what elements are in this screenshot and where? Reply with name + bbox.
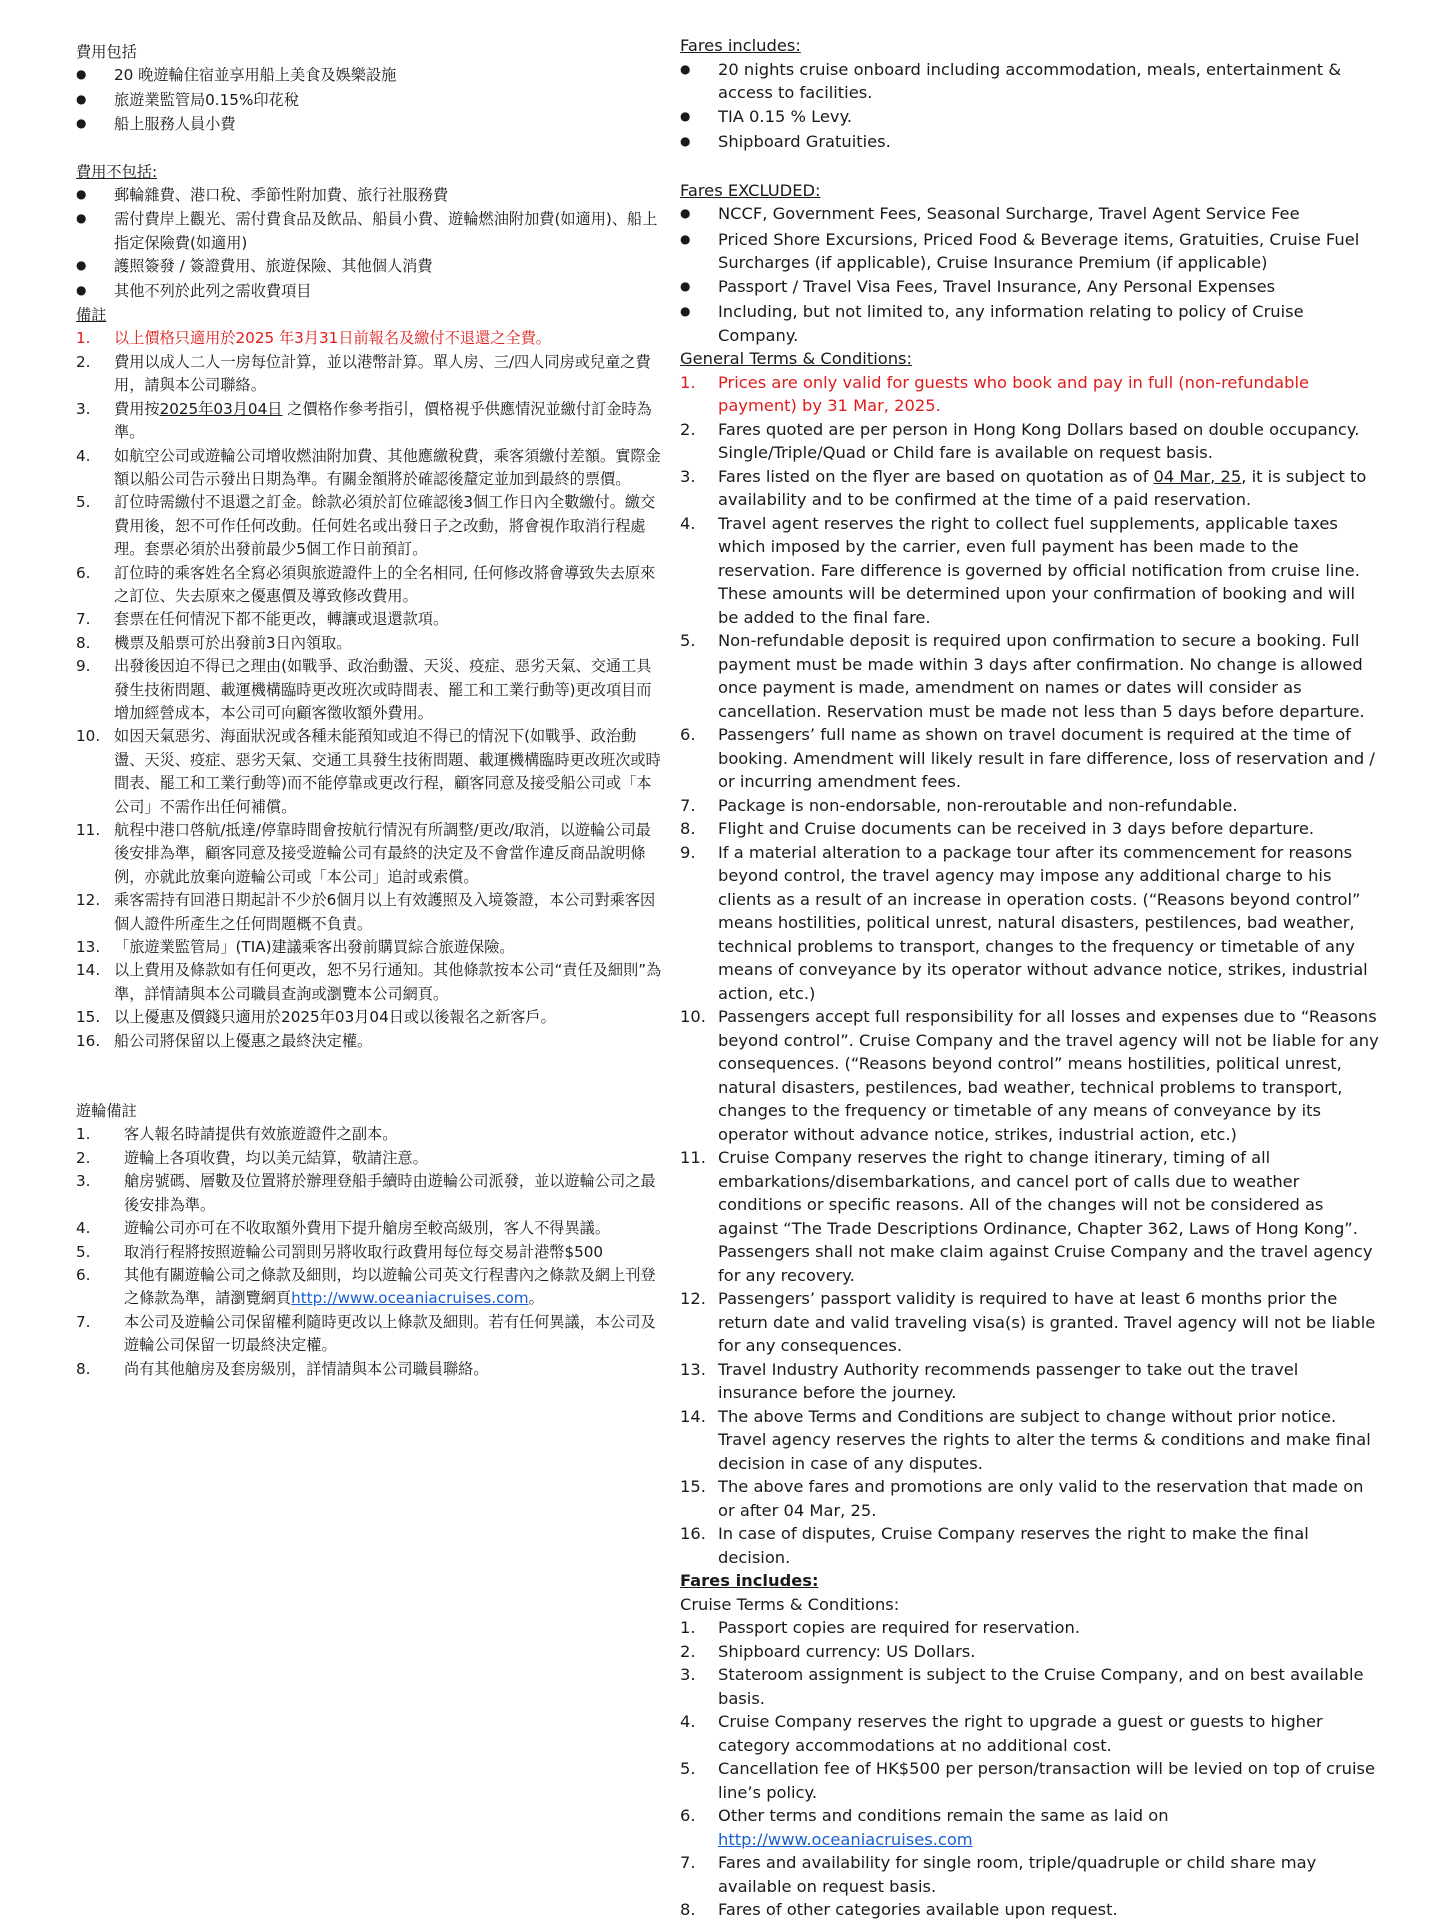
bullet-icon bbox=[76, 184, 114, 208]
bullet-icon bbox=[76, 255, 114, 279]
en-exclude-item: ● Passport / Travel Visa Fees, Travel Insurance, Any Personal Expenses bbox=[680, 275, 1380, 301]
en-include-item: ● TIA 0.15 % Levy. bbox=[680, 105, 1380, 131]
zh-note-item: 13. 「旅遊業監管局」(TIA)建議乘客出發前購買綜合旅遊保險。 bbox=[76, 938, 515, 957]
zh-notes-heading: 備註 bbox=[76, 306, 107, 325]
zh-note-item: 3. 費用按2025年03月04日 之價格作參考指引，價格視乎供應情況並繳付訂金時為準。 bbox=[76, 399, 652, 442]
en-term-item: 10. Passengers accept full responsibility for all losses and expenses due to “Reasons beyond control”. Cruise Company and the travel agency will not be liable for any consequences. (“Reasons beyond control” means hostilities, political unrest, natural disasters, pestilences, bad weather, technical problems to transport, changes to the frequency or timetable of any means of conveyance by its operator without advance notice, strikes, industrial action, etc.) bbox=[680, 1007, 1379, 1144]
zh-cruise-note-item: 5. 取消行程將按照遊輪公司罰則另將收取行政費用每位每交易計港幣$500 bbox=[76, 1242, 604, 1261]
en-cruise-term-item: 4. Cruise Company reserves the right to upgrade a guest or guests to higher category accommodations at no additional cost. bbox=[680, 1712, 1323, 1755]
zh-note-item: 2. 費用以成人二人一房每位計算，並以港幣計算。單人房、三/四人同房或兒童之費用，請與本公司聯絡。 bbox=[76, 352, 651, 395]
en-cruise-terms-heading: Cruise Terms & Conditions: bbox=[680, 1594, 900, 1614]
zh-note-item: 9. 出發後因迫不得已之理由(如戰爭、政治動盪、天災、疫症、惡劣天氣、交通工具發生技術問題、載運機構臨時更改班次或時間表、罷工和工業行動等)更改項目而增加經營成本，本公司可向顧客徵收額外費用。 bbox=[76, 657, 652, 722]
en-term-item: 13. Travel Industry Authority recommends passenger to take out the travel insurance before the journey. bbox=[680, 1359, 1299, 1402]
bullet-icon bbox=[680, 202, 718, 228]
zh-exclude-item: ● 護照簽發 / 簽證費用、旅遊保險、其他個人消費 bbox=[76, 255, 666, 279]
en-cruise-term-item: 5. Cancellation fee of HK$500 per person/transaction will be levied on top of cruise line’s policy. bbox=[680, 1759, 1375, 1802]
en-term-item: 7. Package is non-endorsable, non-reroutable and non-refundable. bbox=[680, 795, 1238, 815]
bullet-icon bbox=[76, 64, 114, 88]
en-include-item: ● Shipboard Gratuities. bbox=[680, 130, 1380, 156]
zh-cruise-note-item: 8. 尚有其他艙房及套房級別，詳情請與本公司職員聯絡。 bbox=[76, 1359, 489, 1378]
en-term-item: 8. Flight and Cruise documents can be received in 3 days before departure. bbox=[680, 819, 1315, 838]
zh-cruise-note-item: 2. 遊輪上各項收費，均以美元結算，敬請注意。 bbox=[76, 1148, 428, 1167]
bullet-icon bbox=[680, 58, 718, 84]
en-fares-exclude-heading: Fares EXCLUDED: bbox=[680, 180, 821, 200]
en-term-item: 14. The above Terms and Conditions are subject to change without prior notice. Travel agency reserves the rights to alter the terms & conditions and make final decision in case of any disputes. bbox=[680, 1406, 1371, 1473]
zh-include-item: ● 20 晚遊輪住宿並享用船上美食及娛樂設施 bbox=[76, 64, 666, 88]
zh-cruise-note-item: 7. 本公司及遊輪公司保留權利隨時更改以上條款及細則。若有任何異議，本公司及遊輪公司保留一切最終決定權。 bbox=[76, 1312, 656, 1355]
en-term-item: 15. The above fares and promotions are only valid to the reservation that made on or after 04 Mar, 25. bbox=[680, 1477, 1364, 1520]
zh-cruise-note-item: 3. 艙房號碼、層數及位置將於辦理登船手續時由遊輪公司派發，並以遊輪公司之最後安排為準。 bbox=[76, 1172, 656, 1214]
en-term-item: 1. Prices are only valid for guests who book and pay in full (non-refundable payment) by 31 Mar, 2025. bbox=[680, 372, 1310, 415]
chinese-column bbox=[76, 41, 666, 1381]
oceania-link[interactable]: http://www.oceaniacruises.com bbox=[291, 1289, 529, 1308]
zh-fares-exclude-heading: 費用不包括: bbox=[76, 162, 158, 181]
zh-exclude-item: ● 需付費岸上觀光、需付費食品及飲品、船員小費、遊輪燃油附加費(如適用)、船上指定保險費(如適用) bbox=[76, 208, 666, 255]
en-term-item: 11. Cruise Company reserves the right to change itinerary, timing of all embarkations/disembarkations, and cancel port of calls due to weather conditions or specific reasons. All of the changes will not be considered as against “The Trade Descriptions Ordinance, Chapter 362, Laws of Hong Kong”. Passengers shall not make claim against Cruise Company and the travel agency for any recovery. bbox=[680, 1148, 1373, 1285]
zh-cruise-note-item: 4. 遊輪公司亦可在不收取額外費用下提升艙房至較高級別，客人不得異議。 bbox=[76, 1219, 610, 1238]
oceania-link[interactable]: http://www.oceaniacruises.com bbox=[718, 1829, 973, 1849]
zh-note-item: 1. 以上價格只適用於2025 年3月31日前報名及繳付不退還之全費。 bbox=[76, 329, 551, 348]
zh-note-item: 12. 乘客需持有回港日期起計不少於6個月以上有效護照及入境簽證，本公司對乘客因個人證件所產生之任何問題概不負責。 bbox=[76, 891, 656, 933]
zh-note-item: 11. 航程中港口啓航/抵達/停靠時間會按航行情況有所調整/更改/取消，以遊輪公司最後安排為準，顧客同意及接受遊輪公司有最終的決定及不會當作違反商品說明條例，亦就此放棄向遊輪公司或「本公司」追討或索償。 bbox=[76, 821, 651, 886]
bullet-icon bbox=[680, 300, 718, 326]
bullet-icon bbox=[680, 105, 718, 131]
zh-exclude-item: ● 郵輪雜費、港口稅、季節性附加費、旅行社服務費 bbox=[76, 184, 666, 208]
zh-include-item: ● 旅遊業監管局0.15%印花稅 bbox=[76, 89, 666, 113]
en-cruise-term-item: 7. Fares and availability for single room, triple/quadruple or child share may available on request basis. bbox=[680, 1853, 1317, 1896]
en-include-item: ● 20 nights cruise onboard including accommodation, meals, entertainment & access to facilities. bbox=[680, 58, 1380, 105]
en-terms-heading: General Terms & Conditions: bbox=[680, 349, 912, 368]
en-exclude-item: ● Including, but not limited to, any information relating to policy of Cruise Company. bbox=[680, 300, 1380, 347]
zh-note-item: 7. 套票在任何情況下都不能更改，轉讓或退還款項。 bbox=[76, 610, 449, 629]
en-term-item: 9. If a material alteration to a package tour after its commencement for reasons beyond control, the travel agency may impose any additional charge to his clients as a result of an increase in operation costs. (“Reasons beyond control” means hostilities, political unrest, natural disasters, pestilences, bad weather, technical problems to transport, changes to the frequency or timetable of any means of conveyance by its operator without advance notice, strikes, industrial action, etc.) bbox=[680, 842, 1368, 1003]
en-term-item: 5. Non-refundable deposit is required upon confirmation to secure a booking. Full payment must be made within 3 days after confirmation. No change is allowed once payment is made, amendment on names or dates will consider as cancellation. Reservation must be made not less than 5 days before departure. bbox=[680, 631, 1365, 721]
bullet-icon bbox=[76, 280, 114, 304]
en-term-item: 4. Travel agent reserves the right to collect fuel supplements, applicable taxes which imposed by the carrier, even full payment has been made to the reservation. Fare difference is governed by official notification from cruise line. These amounts will be determined upon your confirmation of booking and will be added to the final fare. bbox=[680, 513, 1360, 627]
zh-exclude-item: ● 其他不列於此列之需收費項目 bbox=[76, 280, 666, 304]
zh-note-item: 5. 訂位時需繳付不退還之訂金。餘款必須於訂位確認後3個工作日內全數繳付。繳交費用後，恕不可作任何改動。任何姓名或出發日子之改動，將會視作取消行程處理。套票必須於出發前最少5個工作日前預訂。 bbox=[76, 493, 656, 559]
zh-note-item: 14. 以上費用及條款如有任何更改，恕不另行通知。其他條款按本公司“責任及細則”為準，詳情請與本公司職員查詢或瀏覽本公司網頁。 bbox=[76, 961, 662, 1003]
en-cruise-term-item: 8. Fares of other categories available upon request. bbox=[680, 1900, 1118, 1919]
en-term-item: 16. In case of disputes, Cruise Company reserves the right to make the final decision. bbox=[680, 1524, 1309, 1567]
english-column bbox=[680, 34, 1380, 1922]
bullet-icon bbox=[680, 228, 718, 254]
en-cruise-term-item: 6. Other terms and conditions remain the same as laid on http://www.oceaniacruises.com bbox=[680, 1806, 1169, 1849]
en-cruise-term-item: 2. Shipboard currency: US Dollars. bbox=[680, 1641, 976, 1661]
en-cruise-term-item: 1. Passport copies are required for reservation. bbox=[680, 1618, 1081, 1637]
zh-note-item: 4. 如航空公司或遊輪公司增收燃油附加費、其他應繳稅費，乘客須繳付差額。實際金額以船公司告示發出日期為準。有關金額將於確認後釐定並加到最終的票價。 bbox=[76, 446, 661, 488]
zh-cruise-note-item: 6. 其他有關遊輪公司之條款及細則，均以遊輪公司英文行程書內之條款及網上刊登之條款為準，請瀏覽網頁http://www.oceaniacruises.com。 bbox=[76, 1265, 656, 1308]
bullet-icon bbox=[76, 208, 114, 232]
zh-fares-include-heading: 費用包括 bbox=[76, 43, 137, 61]
zh-cruise-notes-heading: 遊輪備註 bbox=[76, 1102, 137, 1121]
en-fares-include-heading-2: Fares includes: bbox=[680, 1571, 819, 1590]
en-cruise-term-item: 3. Stateroom assignment is subject to the Cruise Company, and on best available basis. bbox=[680, 1665, 1364, 1708]
zh-note-item: 6. 訂位時的乘客姓名全寫必須與旅遊證件上的全名相同, 任何修改將會導致失去原來之訂位、失去原來之優惠價及導致修改費用。 bbox=[76, 563, 656, 605]
en-term-item: 12. Passengers’ passport validity is required to have at least 6 months prior the return date and valid traveling visa(s) is granted. Travel agency will not be liable for any consequences. bbox=[680, 1289, 1376, 1355]
bullet-icon bbox=[680, 130, 718, 156]
zh-include-item: ● 船上服務人員小費 bbox=[76, 113, 666, 137]
bullet-icon bbox=[76, 89, 114, 113]
bullet-icon bbox=[76, 113, 114, 137]
en-term-item: 6. Passengers’ full name as shown on travel document is required at the time of booking. Amendment will likely result in fare difference, loss of reservation and / or incurring amendment fees. bbox=[680, 725, 1375, 791]
en-fares-include-heading: Fares includes: bbox=[680, 36, 801, 55]
zh-note-item: 16. 船公司將保留以上優惠之最終決定權。 bbox=[76, 1031, 373, 1050]
en-exclude-item: ● Priced Shore Excursions, Priced Food & Beverage items, Gratuities, Cruise Fuel Surcharges (if applicable), Cruise Insurance Premium (if applicable) bbox=[680, 228, 1380, 275]
en-term-item: 3. Fares listed on the flyer are based on quotation as of 04 Mar, 25, it is subject to availability and to be confirmed at the time of a paid reservation. bbox=[680, 466, 1367, 509]
zh-cruise-note-item: 1. 客人報名時請提供有效旅遊證件之副本。 bbox=[76, 1125, 398, 1144]
zh-note-item: 8. 機票及船票可於出發前3日內領取。 bbox=[76, 633, 352, 652]
bullet-icon bbox=[680, 275, 718, 301]
zh-note-item: 10. 如因天氣惡劣、海面狀況或各種未能預知或迫不得已的情況下(如戰爭、政治動盪、天災、疫症、惡劣天氣、交通工具發生技術問題、載運機構臨時更改班次或時間表、罷工和工業行動等)而不能停靠或更改行程，顧客同意及接受船公司或「本公司」不需作出任何補償。 bbox=[76, 727, 661, 816]
en-exclude-item: ● NCCF, Government Fees, Seasonal Surcharge, Travel Agent Service Fee bbox=[680, 202, 1380, 228]
en-term-item: 2. Fares quoted are per person in Hong Kong Dollars based on double occupancy. Single/Triple/Quad or Child fare is available on request basis. bbox=[680, 419, 1360, 462]
zh-note-item: 15. 以上優惠及價錢只適用於2025年03月04日或以後報名之新客戶。 bbox=[76, 1008, 556, 1027]
